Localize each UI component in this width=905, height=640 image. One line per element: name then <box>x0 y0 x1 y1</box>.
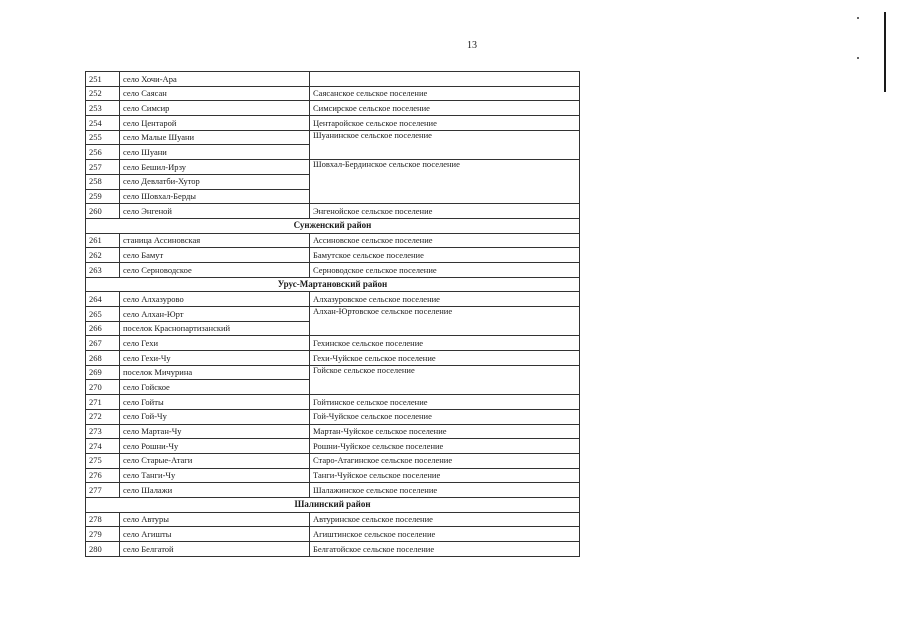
district-title: Сунженский район <box>86 218 580 233</box>
table-row <box>86 424 580 439</box>
table-row <box>86 160 580 175</box>
table-row <box>86 204 580 219</box>
table-row <box>86 116 580 131</box>
settlement-name: поселок Краснопартизанский <box>120 321 310 336</box>
settlement-authority: Гойтинское сельское поселение <box>310 395 580 410</box>
row-number: 273 <box>86 424 120 439</box>
settlement-name: село Бамут <box>120 248 310 263</box>
settlement-name: село Гехи <box>120 336 310 351</box>
row-number: 261 <box>86 233 120 248</box>
row-number: 265 <box>86 307 120 322</box>
table-row <box>86 72 580 87</box>
settlement-authority: Танги-Чуйское сельское поселение <box>310 468 580 483</box>
settlement-authority: Саясанское сельское поселение <box>310 86 580 101</box>
settlement-name: село Хочи-Ара <box>120 72 310 87</box>
settlement-name: село Гойты <box>120 395 310 410</box>
district-header-row <box>86 277 580 292</box>
scan-speck <box>857 57 859 59</box>
settlement-name: село Шовхал-Берды <box>120 189 310 204</box>
row-number: 258 <box>86 174 120 189</box>
settlement-authority: Алхазуровское сельское поселение <box>310 292 580 307</box>
settlement-name: село Алхазурово <box>120 292 310 307</box>
row-number: 266 <box>86 321 120 336</box>
row-number: 269 <box>86 365 120 380</box>
row-number: 264 <box>86 292 120 307</box>
settlement-authority: Мартан-Чуйское сельское поселение <box>310 424 580 439</box>
table-row <box>86 365 580 380</box>
settlement-authority: Симсирское сельское поселение <box>310 101 580 116</box>
settlement-authority: Белгатойское сельское поселение <box>310 542 580 557</box>
settlement-authority: Гехи-Чуйское сельское поселение <box>310 351 580 366</box>
table-row <box>86 307 580 322</box>
settlement-name: село Малые Шуани <box>120 130 310 145</box>
settlement-authority: Энгенойское сельское поселение <box>310 204 580 219</box>
settlement-authority: Центаройское сельское поселение <box>310 116 580 131</box>
table-row <box>86 351 580 366</box>
row-number: 274 <box>86 439 120 454</box>
row-number: 278 <box>86 512 120 527</box>
row-number: 280 <box>86 542 120 557</box>
district-header-row <box>86 218 580 233</box>
table-row <box>86 248 580 263</box>
settlement-authority: Шовхал-Бердинское сельское поселение <box>310 160 580 204</box>
table-row <box>86 483 580 498</box>
settlement-name: село Саясан <box>120 86 310 101</box>
table-row <box>86 395 580 410</box>
row-number: 252 <box>86 86 120 101</box>
settlement-authority: Алхан-Юртовское сельское поселение <box>310 307 580 336</box>
settlement-authority: Агиштинское сельское поселение <box>310 527 580 542</box>
row-number: 268 <box>86 351 120 366</box>
settlement-name: село Гой-Чу <box>120 409 310 424</box>
settlement-name: поселок Мичурина <box>120 365 310 380</box>
row-number: 254 <box>86 116 120 131</box>
row-number: 256 <box>86 145 120 160</box>
settlement-name: село Старые-Атаги <box>120 453 310 468</box>
row-number: 279 <box>86 527 120 542</box>
settlement-authority: Шуанинское сельское поселение <box>310 130 580 159</box>
settlement-authority <box>310 72 580 87</box>
settlement-authority: Старо-Атагинское сельское поселение <box>310 453 580 468</box>
table-row <box>86 262 580 277</box>
settlement-name: село Шуани <box>120 145 310 160</box>
row-number: 255 <box>86 130 120 145</box>
scan-speck <box>857 17 859 19</box>
row-number: 267 <box>86 336 120 351</box>
table-row <box>86 130 580 145</box>
settlement-name: село Энгеной <box>120 204 310 219</box>
row-number: 272 <box>86 409 120 424</box>
table-row <box>86 292 580 307</box>
settlement-name: село Автуры <box>120 512 310 527</box>
table-row <box>86 409 580 424</box>
page-number: 13 <box>467 40 477 51</box>
row-number: 262 <box>86 248 120 263</box>
table-row <box>86 453 580 468</box>
settlement-authority: Рошни-Чуйское сельское поселение <box>310 439 580 454</box>
row-number: 259 <box>86 189 120 204</box>
row-number: 257 <box>86 160 120 175</box>
settlement-name: село Бешил-Ирзу <box>120 160 310 175</box>
settlement-name: село Танги-Чу <box>120 468 310 483</box>
settlement-name: село Шалажи <box>120 483 310 498</box>
settlement-name: село Серноводское <box>120 262 310 277</box>
row-number: 275 <box>86 453 120 468</box>
settlement-authority: Гой-Чуйское сельское поселение <box>310 409 580 424</box>
table-row <box>86 336 580 351</box>
district-header-row <box>86 497 580 512</box>
settlement-name: село Центарой <box>120 116 310 131</box>
row-number: 263 <box>86 262 120 277</box>
table-row <box>86 439 580 454</box>
settlement-name: село Мартан-Чу <box>120 424 310 439</box>
table-row <box>86 527 580 542</box>
row-number: 253 <box>86 101 120 116</box>
settlement-name: станица Ассиновская <box>120 233 310 248</box>
district-title: Урус-Мартановский район <box>86 277 580 292</box>
row-number: 277 <box>86 483 120 498</box>
settlement-authority: Серноводское сельское поселение <box>310 262 580 277</box>
settlement-name: село Агишты <box>120 527 310 542</box>
row-number: 260 <box>86 204 120 219</box>
settlement-authority: Автуринское сельское поселение <box>310 512 580 527</box>
scan-edge-mark <box>884 12 886 92</box>
settlement-authority: Гойское сельское поселение <box>310 365 580 394</box>
table-row <box>86 233 580 248</box>
settlement-name: село Симсир <box>120 101 310 116</box>
row-number: 276 <box>86 468 120 483</box>
row-number: 271 <box>86 395 120 410</box>
row-number: 251 <box>86 72 120 87</box>
table-row <box>86 101 580 116</box>
settlement-authority: Бамутское сельское поселение <box>310 248 580 263</box>
table-row <box>86 86 580 101</box>
district-title: Шалинский район <box>86 497 580 512</box>
table-row <box>86 468 580 483</box>
settlement-name: село Гойское <box>120 380 310 395</box>
settlement-name: село Девлатби-Хутор <box>120 174 310 189</box>
settlement-name: село Белгатой <box>120 542 310 557</box>
settlement-name: село Рошни-Чу <box>120 439 310 454</box>
table-row <box>86 542 580 557</box>
settlements-table <box>85 71 580 557</box>
row-number: 270 <box>86 380 120 395</box>
settlement-authority: Ассиновское сельское поселение <box>310 233 580 248</box>
settlement-authority: Гехинское сельское поселение <box>310 336 580 351</box>
settlement-authority: Шалажинское сельское поселение <box>310 483 580 498</box>
table-row <box>86 512 580 527</box>
settlement-name: село Гехи-Чу <box>120 351 310 366</box>
settlement-name: село Алхан-Юрт <box>120 307 310 322</box>
